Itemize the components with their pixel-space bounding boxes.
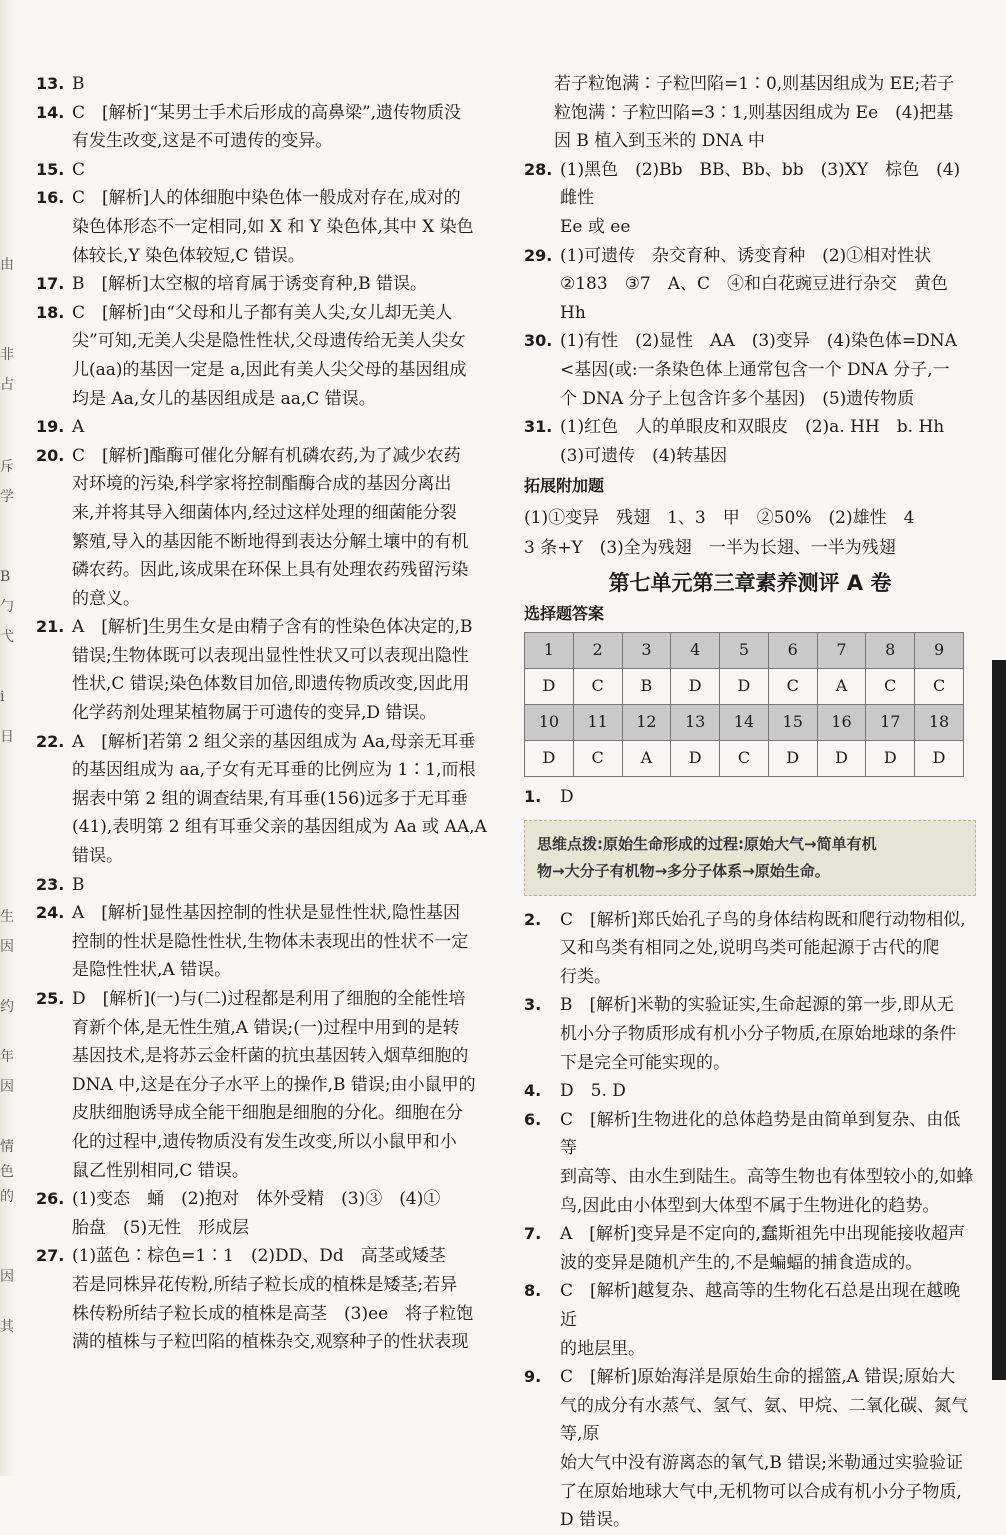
item-text-line: 又和鸟类有相同之处,说明鸟类可能起源于古代的爬 (560, 938, 940, 959)
edge-fragment-char: 约 (0, 999, 14, 1015)
item-number: 2. (524, 909, 542, 929)
item-text-line: 错误。 (72, 846, 123, 867)
answer-cell: C (915, 669, 964, 705)
answer-table-answer-row (525, 669, 964, 705)
item-text-line: 来,并将其导入细菌体内,经过这样处理的细菌能分裂 (72, 502, 457, 523)
item-text-line: C [解析]人的体细胞中染色体一般成对存在,成对的 (72, 188, 461, 209)
edge-fragment-char: 勹 (0, 599, 14, 615)
item-text-line: 是隐性性状,A 错误。 (72, 960, 232, 981)
answer-cell: D (817, 741, 866, 777)
item-text-line: ②183 ③7 A、C ④和白花豌豆进行杂交 黄色 (560, 274, 949, 295)
edge-fragment-char: 占 (0, 377, 14, 393)
item-text-line: 的地层里。 (560, 1338, 645, 1359)
item-text-line: B [解析]米勒的实验证实,生命起源的第一步,即从无 (560, 995, 954, 1016)
answer-table-answer-row (525, 741, 964, 777)
answer-cell: C (720, 741, 769, 777)
item-number: 29. (524, 245, 553, 265)
answer-item (36, 442, 498, 614)
answer-cell: D (720, 669, 769, 705)
item-text-line: 若子粒饱满∶子粒凹陷=1∶0,则基因组成为 EE;若子 (554, 74, 955, 94)
edge-fragment-char: 日 (0, 729, 14, 745)
item-text-line: 繁殖,导入的基因能不断地得到表达分解土壤中的有机 (72, 531, 469, 552)
item-number: 18. (36, 302, 65, 322)
question-number-cell: 9 (915, 633, 964, 669)
item-number: 9. (524, 1367, 542, 1387)
answer-item (36, 613, 498, 727)
answer-cell: C (573, 669, 622, 705)
item-text-line: 皮肤细胞诱导成全能干细胞是细胞的分化。细胞在分 (72, 1103, 463, 1124)
edge-fragment-char: 斥 (0, 459, 14, 475)
edge-fragment-char: 非 (0, 347, 14, 363)
item-text-line: D 错误。 (560, 1510, 631, 1531)
answer-cell: A (817, 669, 866, 705)
edge-fragment-char: 其 (0, 1319, 14, 1335)
item-text-line: C [解析]生物进化的总体趋势是由简单到复杂、由低等 (560, 1109, 961, 1159)
item-text-line: 满的植株与子粒凹陷的植株杂交,观察种子的性状表现 (72, 1332, 469, 1353)
item-number: 24. (36, 903, 65, 923)
item-number: 26. (36, 1189, 65, 1209)
answer-item (36, 728, 498, 871)
right-column-explanations (524, 906, 976, 1535)
answer-cell: A (622, 741, 671, 777)
item-text-line: Ee 或 ee (560, 216, 631, 237)
item-text-line: 个 DNA 分子上包含许多个基因) (5)遗传物质 (560, 388, 915, 409)
item-text-line: 尖”可知,无美人尖是隐性性状,父母遗传给无美人尖女 (72, 331, 466, 352)
item-text-line: 染色体形态不一定相同,如 X 和 Y 染色体,其中 X 染色 (72, 216, 474, 237)
answer-table (524, 632, 964, 777)
edge-fragment-char: B (0, 569, 11, 585)
edge-fragment-char: i (0, 689, 5, 705)
answer-item (524, 413, 976, 470)
item-text-line: C [解析]“某男士手术后形成的高鼻梁”,遗传物质没 (72, 102, 462, 123)
item-text-line: (1)蓝色∶棕色=1∶1 (2)DD、Dd 高茎或矮茎 (72, 1246, 446, 1267)
item-text-line: 育新个体,是无性生殖,A 错误;(一)过程中用到的是转 (72, 1017, 460, 1038)
item-text-line: 有发生改变,这是不可遗传的变异。 (72, 131, 333, 152)
answer-item (36, 270, 498, 299)
question-number-cell: 3 (622, 633, 671, 669)
answer-cell: B (622, 669, 671, 705)
item-text-line: 均是 Aa,女儿的基因组成是 aa,C 错误。 (72, 388, 376, 409)
item-number: 16. (36, 188, 65, 208)
bonus-line: (1)①变异 残翅 1、3 甲 ②50% (2)雄性 4 (524, 507, 915, 528)
item-text-line: (1)有性 (2)显性 AA (3)变异 (4)染色体=DNA (560, 331, 957, 352)
item-text-line: D [解析](一)与(二)过程都是利用了细胞的全能性培 (72, 989, 466, 1009)
item-text-line: 对环境的污染,科学家将控制酯酶合成的基因分离出 (72, 474, 452, 495)
item-number: 4. (524, 1081, 542, 1101)
item-text-line: 化学药剂处理某植物属于可遗传的变异,D 错误。 (72, 703, 437, 724)
item-number: 25. (36, 989, 65, 1008)
item-text-line: 体较长,Y 染色体较短,C 错误。 (72, 245, 305, 266)
question-number-cell: 1 (525, 633, 574, 669)
item-text-line: 化的过程中,遗传物质没有发生改变,所以小鼠甲和小 (72, 1131, 457, 1152)
page-right-edge-tab (992, 660, 1006, 1380)
item-number: 20. (36, 445, 65, 465)
item-text-line: 粒饱满∶子粒凹陷=3∶1,则基因组成为 Ee (4)把基 (554, 102, 954, 123)
item-number: 13. (36, 74, 65, 93)
item-text-line: 的意义。 (72, 588, 140, 609)
item-number: 22. (36, 731, 65, 751)
question-number-cell: 10 (525, 705, 574, 741)
question-number-cell: 5 (720, 633, 769, 669)
answer-cell: D (671, 741, 720, 777)
item-text-line: 据表中第 2 组的调查结果,有耳垂(156)远多于无耳垂 (72, 788, 468, 809)
question-number-cell: 17 (866, 705, 915, 741)
item-number: 27. (36, 1246, 65, 1266)
answer-item (524, 1220, 976, 1277)
item-text-line: 波的变异是随机产生的,不是蝙蝠的捕食造成的。 (560, 1252, 923, 1273)
answer-item (524, 70, 976, 156)
answer-item (524, 1277, 976, 1363)
answer-table-number-row (525, 705, 964, 741)
item-text-line: Hh (560, 302, 586, 323)
item-text-line: 机小分子物质形成有机小分子物质,在原始地球的条件 (560, 1024, 957, 1045)
question-number-cell: 8 (866, 633, 915, 669)
answer-cell: C (768, 669, 817, 705)
section-title: 第七单元第三章素养测评 A 卷 (608, 570, 892, 595)
answers-label: 选择题答案 (524, 603, 605, 623)
answer-item (524, 991, 976, 1077)
answer-item (36, 1185, 498, 1242)
edge-fragment-char: 色 (0, 1164, 14, 1180)
answer-item (36, 985, 498, 1185)
item-text-line: A [解析]生男生女是由精子含有的性染色体决定的,B (72, 617, 473, 638)
item-text-line: A [解析]变异是不定向的,蠢斯祖先中出现能接收超声 (560, 1224, 965, 1245)
item-text-line: D (560, 787, 574, 808)
item-text-line: (3)可遗传 (4)转基因 (560, 445, 728, 466)
item-number: 7. (524, 1224, 542, 1244)
item-number: 14. (36, 102, 65, 122)
item-text-line: A [解析]显性基因控制的性状是显性性状,隐性基因 (72, 903, 460, 924)
item-text-line: (41),表明第 2 组有耳垂父亲的基因组成为 Aa 或 AA,A (72, 817, 487, 838)
answer-item (524, 783, 976, 812)
answer-cell: D (866, 741, 915, 777)
edge-fragment-char: 因 (0, 1269, 14, 1285)
item-text-line: (1)黑色 (2)Bb BB、Bb、bb (3)XY 棕色 (4)雌性 (560, 159, 961, 209)
item-text-line: 儿(aa)的基因一定是 a,因此有美人尖父母的基因组成 (72, 359, 467, 380)
item-text-line: (1)可遗传 杂交育种、诱变育种 (2)①相对性状 (560, 245, 932, 266)
tip-line: 思维点拨:原始生命形成的过程:原始大气→简单有机 (537, 834, 877, 853)
edge-fragment-char: 因 (0, 939, 14, 955)
item-number: 3. (524, 995, 542, 1015)
edge-fragment-char: 的 (0, 1189, 14, 1205)
item-text-line: 胎盘 (5)无性 形成层 (72, 1217, 250, 1238)
answer-item-1 (524, 783, 976, 812)
question-number-cell: 16 (817, 705, 866, 741)
item-number: 21. (36, 617, 65, 637)
question-number-cell: 15 (768, 705, 817, 741)
item-text-line: C [解析]郑氏始孔子鸟的身体结构既和爬行动物相似, (560, 909, 966, 930)
item-text-line: B (72, 874, 85, 895)
item-text-line: 控制的性状是隐性性状,生物体未表现出的性状不一定 (72, 931, 469, 952)
item-text-line: (1)变态 蛹 (2)抱对 体外受精 (3)③ (4)① (72, 1189, 441, 1210)
tip-line: 物→大分子有机物→多分子体系→原始生命。 (537, 861, 830, 880)
item-text-line: A (72, 417, 85, 438)
answer-item (36, 70, 498, 99)
item-text-line: 因 B 植入到玉米的 DNA 中 (554, 131, 765, 152)
answer-cell: D (915, 741, 964, 777)
answer-cell: D (671, 669, 720, 705)
answer-item (36, 156, 498, 185)
item-text-line: <基因(或:一条染色体上通常包含一个 DNA 分子,一 (560, 359, 950, 380)
item-text-line: 了在原始地球大气中,无机物可以合成有机小分子物质, (560, 1481, 962, 1502)
item-text-line: D 5. D (560, 1081, 626, 1102)
item-text-line: 磷农药。因此,该成果在环保上具有处理农药残留污染 (72, 560, 469, 581)
answer-item (36, 1242, 498, 1356)
item-text-line: C [解析]原始海洋是原始生命的摇篮,A 错误;原始大 (560, 1367, 956, 1388)
edge-fragment-char: 情 (0, 1139, 14, 1155)
question-number-cell: 2 (573, 633, 622, 669)
item-text-line: 株传粉所结子粒长成的植株是高茎 (3)ee 将子粒饱 (72, 1303, 474, 1324)
item-number: 1. (524, 787, 542, 807)
item-text-line: B [解析]太空椒的培育属于诱变育种,B 错误。 (72, 274, 428, 295)
answer-table-number-row (525, 633, 964, 669)
answer-item (36, 413, 498, 442)
right-column-answers (524, 70, 976, 470)
item-text-line: 行类。 (560, 966, 611, 987)
item-number: 30. (524, 331, 553, 351)
item-number: 19. (36, 417, 65, 437)
item-number: 15. (36, 159, 65, 179)
question-number-cell: 13 (671, 705, 720, 741)
item-text-line: 鸟,因此由小体型到大体型不属于生物进化的趋势。 (560, 1195, 940, 1216)
right-column (524, 70, 976, 1535)
answer-cell: D (768, 741, 817, 777)
edge-fragment-char: 由 (0, 257, 14, 273)
answer-item (36, 871, 498, 900)
item-text-line: (1)红色 人的单眼皮和双眼皮 (2)a. HH b. Hh (560, 417, 945, 438)
answer-cell: C (573, 741, 622, 777)
question-number-cell: 6 (768, 633, 817, 669)
item-text-line: C (72, 159, 86, 180)
edge-fragment-char: 因 (0, 1079, 14, 1095)
item-text-line: 鼠乙性别相同,C 错误。 (72, 1160, 249, 1181)
left-column (36, 70, 498, 1357)
answer-item (524, 1363, 976, 1535)
item-text-line: 错误;生物体既可以表现出显性性状又可以表现出隐性 (72, 645, 469, 666)
item-number: 28. (524, 159, 553, 179)
item-text-line: 基因技术,是将苏云金杆菌的抗虫基因转入烟草细胞的 (72, 1046, 469, 1067)
item-text-line: C [解析]越复杂、越高等的生物化石总是出现在越晚近 (560, 1281, 961, 1330)
item-text-line: 到高等、由水生到陆生。高等生物也有体型较小的,如蜂 (560, 1167, 974, 1188)
bonus-title: 拓展附加题 (524, 476, 605, 496)
answer-item (524, 156, 976, 242)
edge-fragment-char: 生 (0, 909, 14, 925)
item-text-line: B (72, 74, 85, 94)
question-number-cell: 7 (817, 633, 866, 669)
question-number-cell: 14 (720, 705, 769, 741)
item-number: 8. (524, 1281, 542, 1301)
bonus-section (524, 472, 976, 563)
question-number-cell: 12 (622, 705, 671, 741)
question-number-cell: 4 (671, 633, 720, 669)
item-text-line: 的基因组成为 aa,子女有无耳垂的比例应为 1∶1,而根 (72, 760, 476, 781)
edge-fragment-char: 学 (0, 489, 14, 505)
item-text-line: 始大气中没有游离态的氧气,B 错误;米勒通过实验验证 (560, 1452, 964, 1473)
answer-cell: D (525, 741, 574, 777)
edge-fragment-char: 弋 (0, 629, 14, 645)
answer-cell: C (866, 669, 915, 705)
bonus-line: 3 条+Y (3)全为残翅 一半为长翅、一半为残翅 (524, 537, 896, 558)
question-number-cell: 11 (573, 705, 622, 741)
answer-cell: D (525, 669, 574, 705)
item-text-line: 若是同株异花传粉,所结子粒长成的植株是矮茎;若异 (72, 1274, 458, 1295)
item-text-line: 下是完全可能实现的。 (560, 1052, 730, 1073)
question-number-cell: 18 (915, 705, 964, 741)
item-text-line: 性状,C 错误;染色体数目加倍,即遗传物质改变,因此用 (72, 674, 470, 695)
item-number: 23. (36, 874, 65, 894)
item-text-line: DNA 中,这是在分子水平上的操作,B 错误;由小鼠甲的 (72, 1074, 476, 1095)
item-number: 31. (524, 417, 553, 437)
answer-item (524, 242, 976, 328)
answer-item (524, 327, 976, 413)
item-text-line: C [解析]由“父母和儿子都有美人尖,女儿却无美人 (72, 302, 453, 323)
thinking-tip-box (524, 820, 976, 896)
answer-item (36, 299, 498, 413)
answer-item (36, 184, 498, 270)
item-text-line: C [解析]酯酶可催化分解有机磷农药,为了减少农药 (72, 445, 461, 466)
edge-fragment-char: 年 (0, 1049, 14, 1065)
item-number: 17. (36, 274, 65, 294)
item-text-line: A [解析]若第 2 组父亲的基因组成为 Aa,母亲无耳垂 (72, 731, 476, 752)
answer-item (524, 1077, 976, 1106)
item-text-line: 气的成分有水蒸气、氢气、氨、甲烷、二氧化碳、氮气等,原 (560, 1395, 968, 1445)
answer-item (524, 906, 976, 992)
answer-item (36, 99, 498, 156)
item-number: 6. (524, 1109, 542, 1129)
answer-item (36, 899, 498, 985)
bonus-answers (524, 503, 976, 563)
answer-item (524, 1106, 976, 1220)
